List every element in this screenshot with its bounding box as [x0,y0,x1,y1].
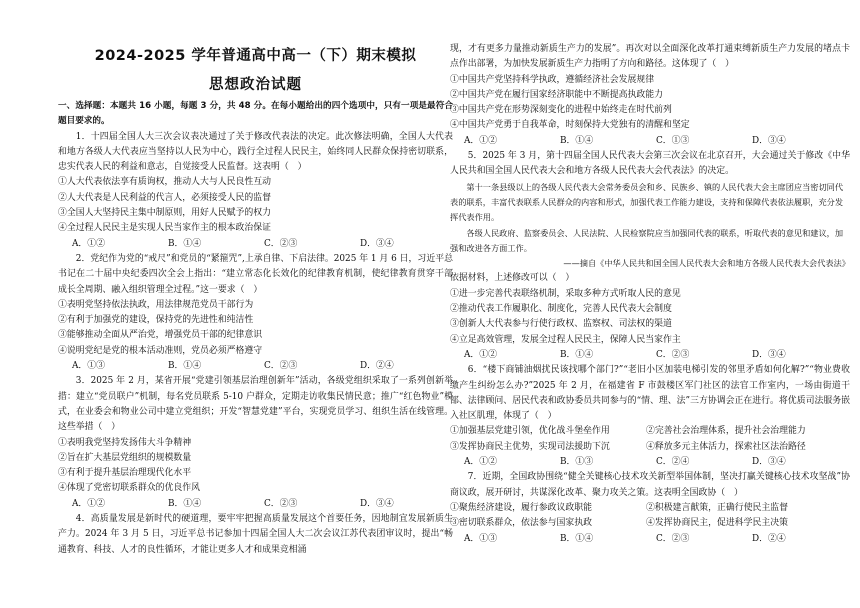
answer-d[interactable]: D．③④ [360,498,394,509]
answer-c[interactable]: C．②④ [656,457,690,468]
exam-subtitle: 思想政治试题 [209,77,302,93]
answer-choices [450,532,850,547]
right-column [450,42,850,547]
answer-a[interactable]: A．①③ [464,533,498,544]
option: ④发挥协商民主，促进科学民主决策 [646,518,788,529]
option: ④释放多元主体活力，探索社区法治路径 [646,441,806,452]
answer-a[interactable]: A．①② [464,457,498,468]
question-stem: 2．党纪作为党的“戒尺”和党员的“紧箍咒”,上承自律、下启法律。2025 年 1 月 6 日，习近平总书记在二十届中央纪委四次全会上指出：“建立常态化长效化的纪律教育机制，使纪律教育贯穿干部成长全周期、融入组织管理全过程。”这一要求（ ） [58,253,453,295]
question-stem: 3．2025 年 2 月，某省开展“党建引领基层治理创新年”活动，各级党组织采取了一系列创新举措：建立“党员联户”机制，每名党员联系 5-10 户群众，定期走访收集民情民意；推广“红色物业”模式，在业委会和物业公司中建立党组织；开发“智慧党建”平台，实现党员学习、组织生活在线管理。这些举措（ ） [58,376,453,433]
option: ③发挥协商民主优势，实现司法援助下沉 [450,441,610,452]
question-stem: 5．2025 年 3 月，第十四届全国人民代表大会第三次会议在北京召开，大会通过关于修改《中华人民共和国全国人民代表大会和地方各级人民代表大会代表法》的决定。 [450,151,850,177]
option: ②推动代表工作履职化、制度化，完善人民代表大会制度 [450,304,672,315]
answer-c[interactable]: C．②③ [656,533,690,544]
question-1 [58,130,458,252]
quote-source: ——摘自《中华人民共和国全国人民代表大会和地方各级人民代表大会代表法》 [563,258,850,269]
option: ③密切联系群众，依法参与国家执政 [450,518,592,529]
question-stem-continued: 现，才有更多力量推动新质生产力的发展”。再次对以全面深化改革打通束缚新质生产力发展的堵点卡点作出部署，为加快发展新质生产力指明了方向和路径。这体现了（ ） [450,44,850,70]
answer-a[interactable]: A．①② [464,349,498,360]
answer-c[interactable]: C．①③ [656,135,690,146]
option: ①表明党坚持依法执政，用法律规范党员干部行为 [58,299,254,310]
option: ③全国人大坚持民主集中制原则，用好人民赋予的权力 [58,208,271,219]
answer-b[interactable]: B．①④ [560,135,594,146]
option: ④全过程人民民主是实现人民当家作主的根本政治保证 [58,223,271,234]
answer-b[interactable]: B．①③ [560,457,594,468]
answer-b[interactable]: B．①④ [168,361,202,372]
answer-b[interactable]: B．①④ [168,498,202,509]
answer-a[interactable]: A．①② [464,135,498,146]
answer-choices [58,497,458,512]
answer-choices [450,134,850,149]
section-heading: 一、选择题：本题共 16 小题，每题 3 分，共 48 分。在每小题给出的四个选项中，只有一项是最符合题目要求的。 [58,101,453,127]
option: ③中国共产党在形势深刻变化的进程中始终走在时代前列 [450,105,672,116]
option: ②完善社会治理体系，提升社会治理能力 [646,426,806,437]
question-stem: 4．高质量发展是新时代的硬道理，要牢牢把握高质量发展这个首要任务，因地制宜发展新质生产力。2024 年 3 月 5 日，习近平总书记参加十四届全国人大二次会议江苏代表团审议时，提出“畅通教育、科技、人才的良性循环，才能让更多人才和成果竞相涌 [58,514,453,555]
question-4-part2 [450,42,850,149]
law-quote: 第十一条县级以上的各级人民代表大会常务委员会和乡、民族乡、镇的人民代表大会主席团应当密切同代表的联系，丰富代表联系人民群众的内容和形式，加强代表工作能力建设，支持和保障代表依法履职，充分发挥代表作用。 [450,181,844,223]
law-quote: 各级人民政府、监察委员会、人民法院、人民检察院应当加强同代表的联系，听取代表的意见和建议，加强和改进各方面工作。 [450,227,844,253]
option-row [450,424,850,439]
option: ①进一步完善代表联络机制，采取多种方式听取人民的意见 [450,288,681,299]
answer-choices [58,237,458,252]
question-stem: 7．近期，全国政协围绕“健全关键核心技术攻关新型举国体制，坚决打赢关键核心技术攻坚战”协商议政，展开研讨，共谋深化改革、聚力攻关之策。这表明全国政协（ ） [450,472,850,498]
option: ②人大代表是人民利益的代言人，必须接受人民的监督 [58,192,271,203]
option: ③创新人大代表参与行使行政权、监察权、司法权的渠道 [450,319,672,330]
option: ①加强基层党建引领，优化战斗堡垒作用 [450,426,610,437]
option-row [450,440,850,455]
answer-d[interactable]: D．③④ [752,135,786,146]
option-row [450,516,850,531]
answer-c[interactable]: C．②③ [264,498,298,509]
answer-b[interactable]: B．①④ [560,349,594,360]
answer-b[interactable]: B．①④ [168,238,202,249]
question-7 [450,470,850,546]
option: ④说明党纪是党的根本活动准则，党员必须严格遵守 [58,345,263,356]
option: ①人大代表依法享有质询权，推动人大与人民良性互动 [58,177,271,188]
question-3 [58,374,458,512]
option: ②旨在扩大基层党组织的规模数量 [58,452,192,463]
answer-b[interactable]: B．①④ [560,533,594,544]
answer-choices [58,359,458,374]
answer-d[interactable]: D．③④ [752,457,786,468]
option: ①表明我党坚持发扬伟大斗争精神 [58,437,192,448]
option: ①中国共产党坚持科学执政，遵循经济社会发展规律 [450,74,655,85]
left-column [58,99,458,558]
question-stem: 1．十四届全国人大三次会议表决通过了关于修改代表法的决定。此次修法明确，全国人大代表和地方各级人大代表应当坚持以人民为中心，践行全过程人民民主，始终同人民群众保持密切联系，忠实代表人民的利益和意志，自觉接受人民监督。这表明（ ） [58,131,453,173]
answer-a[interactable]: A．①② [72,238,106,249]
answer-d[interactable]: D．②④ [752,533,786,544]
answer-a[interactable]: A．①② [72,498,106,509]
option: ④立足高效管理，发展全过程人民民主，保障人民当家作主 [450,334,681,345]
option: ③有利于提升基层治理现代化水平 [58,468,192,479]
option: ④中国共产党勇于自我革命，时刻保持大党独有的清醒和坚定 [450,120,690,131]
answer-c[interactable]: C．②③ [264,361,298,372]
exam-title: 2024-2025 学年普通高中高一（下）期末模拟 [94,48,417,64]
question-2 [58,252,458,374]
answer-d[interactable]: D．③④ [360,238,394,249]
question-5 [450,149,850,363]
option: ②积极建言献策，正确行使民主监督 [646,502,788,513]
answer-choices [450,348,850,363]
answer-c[interactable]: C．②③ [656,349,690,360]
option-row [450,501,850,516]
answer-d[interactable]: D．③④ [752,349,786,360]
option: ②有利于加强党的建设，保持党的先进性和纯洁性 [58,315,254,326]
question-6 [450,363,850,470]
option: ②中国共产党在履行国家经济职能中不断提高执政能力 [450,89,663,100]
question-4-part1 [58,512,458,558]
answer-a[interactable]: A．①③ [72,361,106,372]
option: ①聚焦经济建设，履行参政议政职能 [450,502,592,513]
question-lead: 依据材料，上述修改可以（ ） [450,273,575,284]
answer-d[interactable]: D．②④ [360,361,394,372]
answer-choices [450,455,850,470]
answer-c[interactable]: C．②③ [264,238,298,249]
question-stem: 6．“楼下商铺油烟扰民该找哪个部门?”“老旧小区加装电梯引发的邻里矛盾如何化解?”“物业费收缴产生纠纷怎么办?”2025 年 2 月，在福建省 F 市鼓楼区军门社区的法官工作室内，一场由街道干部、法律顾问、居民代表和政协委员共同参与的“情、理、法”三方协调会正在进行。将优质司法服务嵌入社区肌理，体现了（ ） [450,365,850,422]
option: ④体现了党密切联系群众的优良作风 [58,483,200,494]
option: ③能够推动全面从严治党，增强党员干部的纪律意识 [58,330,263,341]
